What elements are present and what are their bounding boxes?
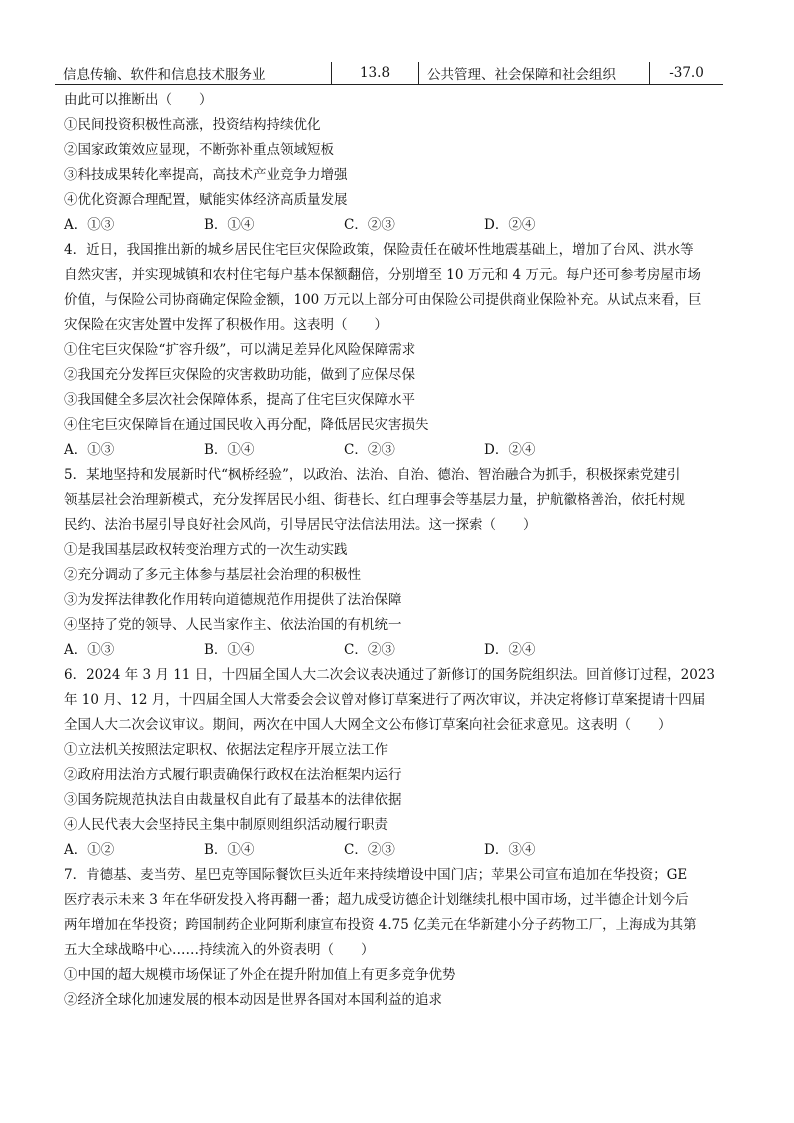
option-a: A．①② — [64, 842, 115, 858]
question-6-stem: 6．2024 年 3 月 11 日，十四届全国人大二次会议表决通过了新修订的国务院组织法。回首修订过程，2023 — [64, 667, 716, 683]
statement-3: ③科技成果转化率提高，高技术产业竞争力增强 — [64, 167, 348, 183]
statement-1: ①是我国基层政权转变治理方式的一次生动实践 — [64, 542, 348, 558]
question-3-stem: 由此可以推断出（ ） — [64, 92, 213, 108]
question-5-stem: 领基层社会治理新模式，充分发挥居民小组、街巷长、红白理事会等基层力量，护航徽格善治，依托村规 — [64, 492, 685, 508]
table-row — [55, 62, 723, 85]
question-7-stem: 五大全球战略中心……持续流入的外资表明（ ） — [64, 942, 375, 958]
table-cell: 公共管理、社会保障和社会组织 — [419, 62, 650, 85]
statement-1: ①中国的超大规模市场保证了外企在提升附加值上有更多竞争优势 — [64, 967, 456, 983]
statement-4: ④优化资源合理配置，赋能实体经济高质量发展 — [64, 192, 348, 208]
question-7-stem: 7．肯德基、麦当劳、星巴克等国际餐饮巨头近年来持续增设中国门店；苹果公司宣布追加在华投资；GE — [64, 867, 688, 883]
statement-1: ①立法机关按照法定职权、依据法定程序开展立法工作 — [64, 742, 388, 758]
statement-2: ②国家政策效应显现，不断弥补重点领域短板 — [64, 142, 334, 158]
option-a: A．①③ — [64, 642, 115, 658]
option-a: A．①③ — [64, 442, 115, 458]
table-cell: 信息传输、软件和信息技术服务业 — [55, 62, 332, 85]
question-6-stem: 全国人大二次会议审议。期间，两次在中国人大网全文公布修订草案向社会征求意见。这表明（ ） — [64, 717, 672, 733]
question-6-stem: 年 10 月、12 月，十四届全国人大常委会会议曾对修订草案进行了两次审议，并决定将修订草案提请十四届 — [64, 692, 706, 708]
statement-1: ①住宅巨灾保险“扩容升级”，可以满足差异化风险保障需求 — [64, 342, 416, 358]
statement-2: ②经济全球化加速发展的根本动因是世界各国对本国利益的追求 — [64, 992, 442, 1008]
question-4-stem: 灾保险在灾害处置中发挥了积极作用。这表明（ ） — [64, 317, 388, 333]
question-5-stem: 民约、法治书屋引导良好社会风尚，引导居民守法信法用法。这一探索（ ） — [64, 517, 537, 533]
question-4-stem: 自然灾害，并实现城镇和农村住宅每户基本保额翻倍，分别增至 10 万元和 4 万元。每户还可参考房屋市场 — [64, 267, 701, 283]
statement-2: ②我国充分发挥巨灾保险的灾害救助功能，做到了应保尽保 — [64, 367, 415, 383]
statement-3: ③为发挥法律教化作用转向道德规范作用提供了法治保障 — [64, 592, 402, 608]
option-b: B．①④ — [204, 642, 255, 658]
option-c: C．②③ — [344, 217, 395, 233]
table-cell: 13.8 — [332, 62, 419, 85]
statement-4: ④坚持了党的领导、人民当家作主、依法治国的有机统一 — [64, 617, 402, 633]
option-d: D．②④ — [484, 217, 536, 233]
option-a: A．①③ — [64, 217, 115, 233]
option-c: C．②③ — [344, 842, 395, 858]
statement-1: ①民间投资积极性高涨，投资结构持续优化 — [64, 117, 321, 133]
table-cell: -37.0 — [650, 62, 724, 85]
statement-2: ②充分调动了多元主体参与基层社会治理的积极性 — [64, 567, 361, 583]
option-c: C．②③ — [344, 442, 395, 458]
question-5-stem: 5．某地坚持和发展新时代“枫桥经验”，以政治、法治、自治、德治、智治融合为抓手，积极探索党建引 — [64, 467, 681, 483]
option-d: D．②④ — [484, 642, 536, 658]
statement-4: ④人民代表大会坚持民主集中制原则组织活动履行职责 — [64, 817, 388, 833]
option-b: B．①④ — [204, 442, 255, 458]
statement-3: ③国务院规范执法自由裁量权自此有了最基本的法律依据 — [64, 792, 402, 808]
question-4-stem: 4．近日，我国推出新的城乡居民住宅巨灾保险政策，保险责任在破坏性地震基础上，增加了台风、洪水等 — [64, 242, 694, 258]
option-b: B．①④ — [204, 842, 255, 858]
statement-3: ③我国健全多层次社会保障体系，提高了住宅巨灾保障水平 — [64, 392, 415, 408]
option-d: D．③④ — [484, 842, 536, 858]
option-b: B．①④ — [204, 217, 255, 233]
question-4-stem: 价值，与保险公司协商确定保险金额，100 万元以上部分可由保险公司提供商业保险补充。从试点来看，巨 — [64, 292, 702, 308]
industry-investment-table — [55, 62, 723, 85]
option-c: C．②③ — [344, 642, 395, 658]
question-7-stem: 两年增加在华投资；跨国制药企业阿斯利康宣布投资 4.75 亿美元在华新建小分子药物工厂，上海成为其第 — [64, 917, 697, 933]
statement-2: ②政府用法治方式履行职责确保行政权在法治框架内运行 — [64, 767, 402, 783]
question-7-stem: 医疗表示未来 3 年在华研发投入将再翻一番；超九成受访德企计划继续扎根中国市场，过半德企计划今后 — [64, 892, 689, 908]
statement-4: ④住宅巨灾保障旨在通过国民收入再分配，降低居民灾害损失 — [64, 417, 429, 433]
option-d: D．②④ — [484, 442, 536, 458]
